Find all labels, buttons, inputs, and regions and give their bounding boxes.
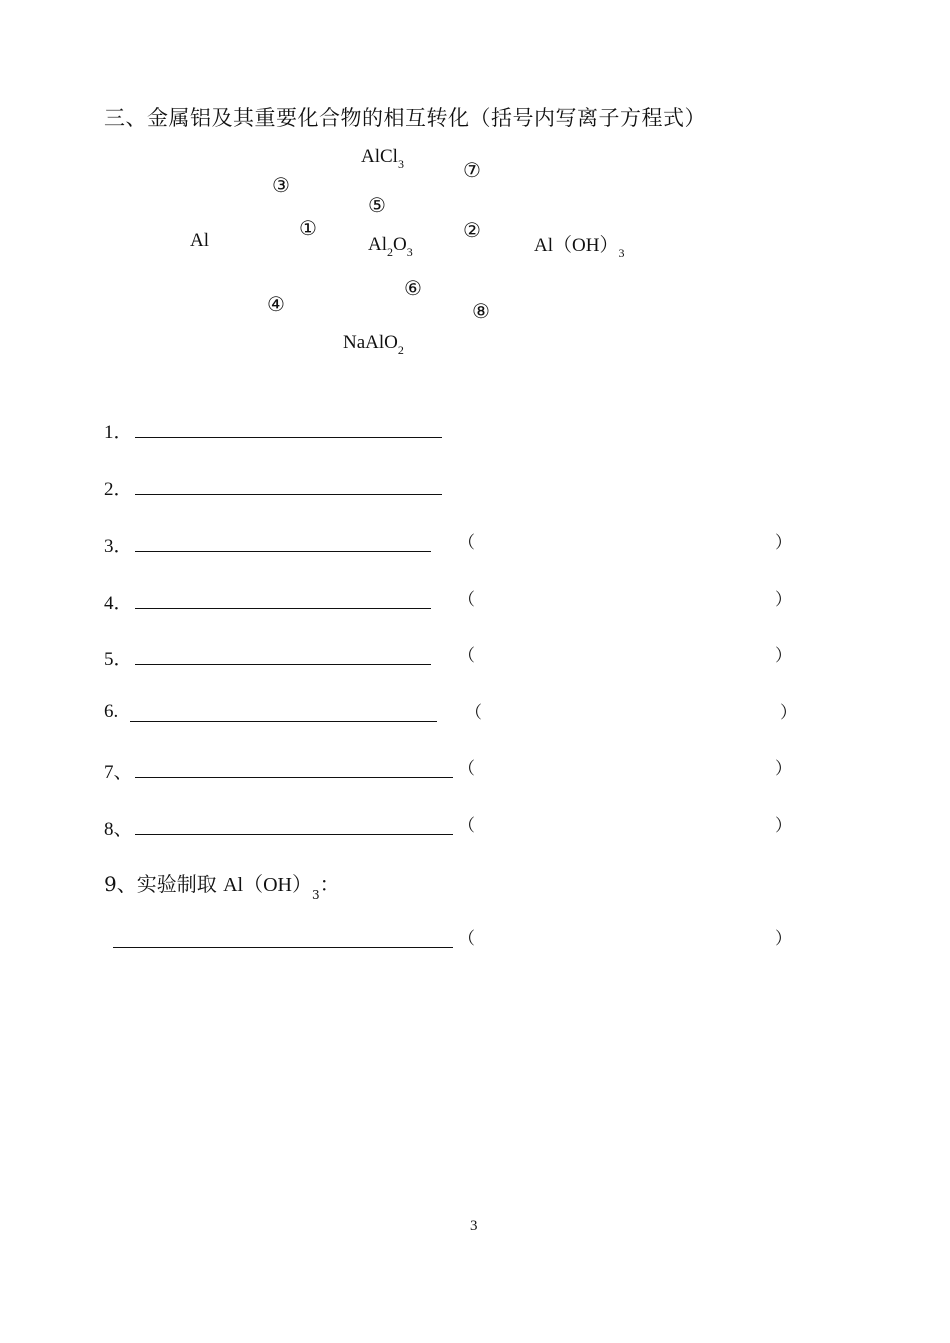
ionic-close-paren-7: ） <box>775 759 792 779</box>
ionic-open-paren-9: （ <box>458 929 475 949</box>
marker-4: ④ <box>267 292 285 316</box>
ionic-open-paren-5: （ <box>458 646 475 666</box>
line-label-1: 1． <box>104 422 133 443</box>
marker-2: ② <box>463 218 481 242</box>
section-heading: 三、金属铝及其重要化合物的相互转化（括号内写离子方程式） <box>104 106 706 130</box>
ionic-close-paren-8: ） <box>775 816 792 836</box>
compound-aloh3: $Al(OH)_3$ <box>534 235 625 260</box>
answer-blank-9[interactable] <box>113 947 453 948</box>
answer-blank-7[interactable] <box>135 777 453 778</box>
answer-blank-4[interactable] <box>135 608 431 609</box>
ionic-close-paren-4: ） <box>775 590 792 610</box>
answer-blank-5[interactable] <box>135 664 431 665</box>
answer-blank-2[interactable] <box>135 494 442 495</box>
ionic-open-paren-4: （ <box>458 590 475 610</box>
ionic-open-paren-7: （ <box>458 759 475 779</box>
line-label-8: 8、 <box>104 819 133 840</box>
marker-8: ⑧ <box>472 299 490 323</box>
line-label-5: 5． <box>104 649 133 670</box>
ionic-close-paren-9: ） <box>775 929 792 949</box>
marker-7: ⑦ <box>463 158 481 182</box>
compound-al: Al <box>190 230 209 251</box>
ionic-open-paren-6: （ <box>465 703 482 723</box>
answer-blank-3[interactable] <box>135 551 431 552</box>
marker-1: ① <box>299 216 317 240</box>
line-label-3: 3． <box>104 536 133 557</box>
ionic-open-paren-3: （ <box>458 533 475 553</box>
line-label-7: 7、 <box>104 762 133 783</box>
compound-alcl3: AlCl$_3$ <box>361 146 404 171</box>
line-label-4: 4． <box>104 593 133 614</box>
answer-blank-6[interactable] <box>130 721 437 722</box>
answer-blank-8[interactable] <box>135 834 453 835</box>
ionic-open-paren-8: （ <box>458 816 475 836</box>
ionic-close-paren-3: ） <box>775 533 792 553</box>
item-9-prompt: 9、实验制取 $Al(OH)_3$： <box>104 872 340 902</box>
marker-6: ⑥ <box>404 276 422 300</box>
marker-5: ⑤ <box>368 193 386 217</box>
compound-naalo2: NaAlO$_2$ <box>343 332 404 357</box>
ionic-close-paren-5: ） <box>775 646 792 666</box>
line-label-2: 2． <box>104 479 133 500</box>
line-label-6: 6. <box>104 701 119 722</box>
ionic-close-paren-6: ） <box>780 703 797 723</box>
page-number: 3 <box>470 1218 478 1234</box>
answer-blank-1[interactable] <box>135 437 442 438</box>
marker-3: ③ <box>272 173 290 197</box>
compound-al2o3: $Al_2O_3$ <box>368 234 413 259</box>
